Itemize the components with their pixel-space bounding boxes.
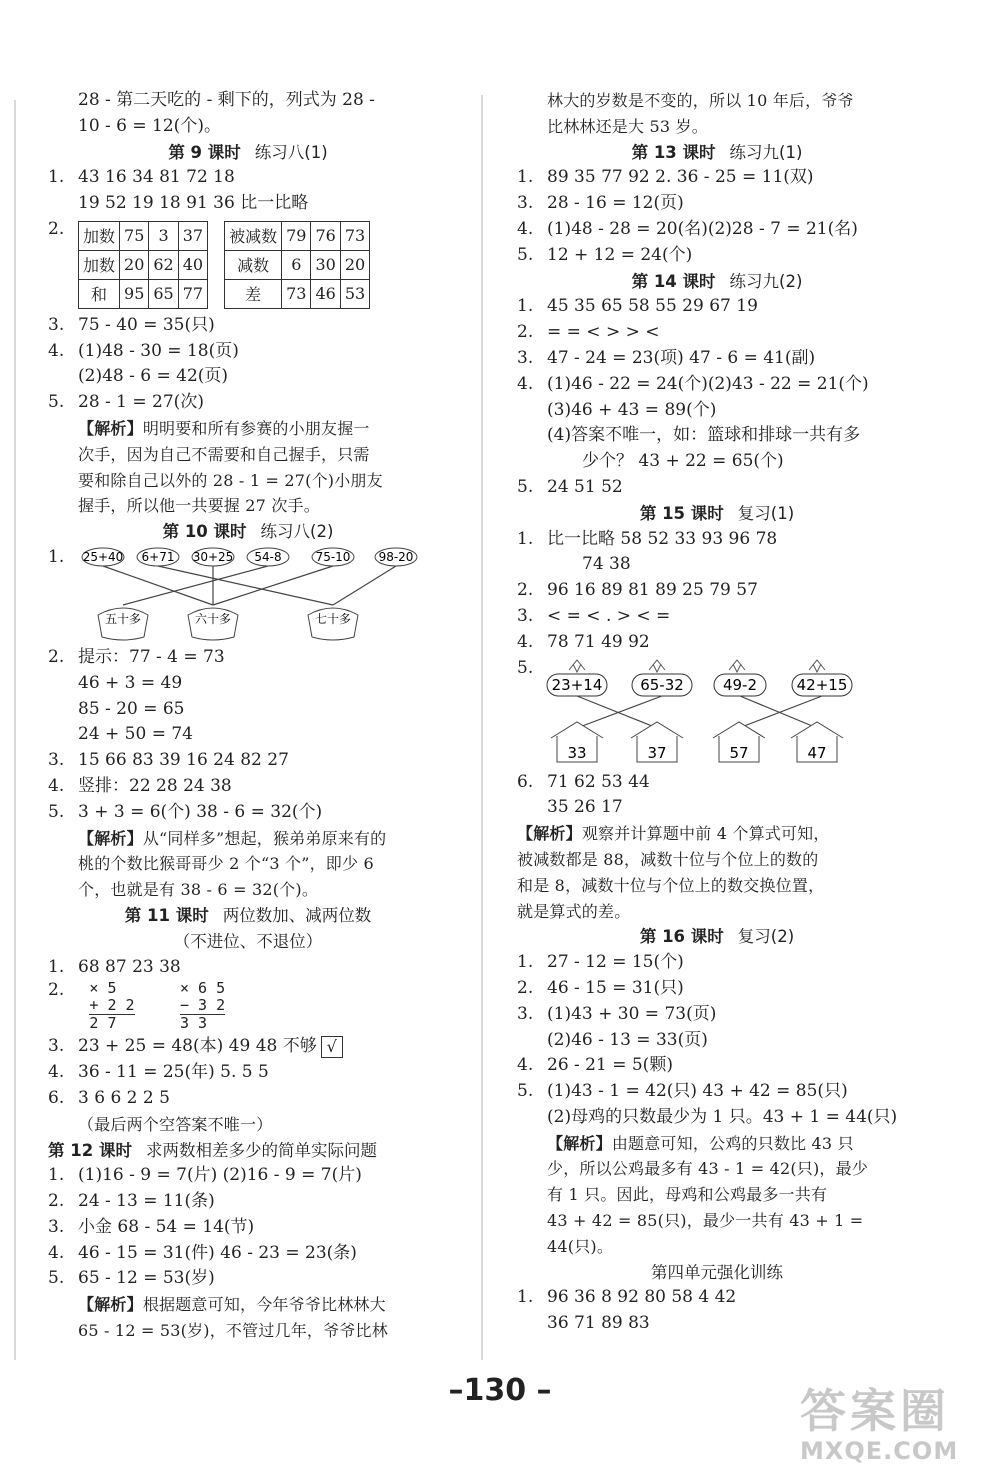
l15-q2: 2. 96 16 89 81 89 25 79 57 [517,580,758,601]
svg-text:54-8: 54-8 [254,549,282,564]
cloud-5 [312,548,354,566]
center-divider [481,95,483,1360]
l10-q2-line-1: 2. 提示：77 - 4 = 73 [48,646,225,667]
lesson-14-heading: 第 14 课时 练习九(2) [631,271,803,291]
l15-q6-line-1: 6. 71 62 53 44 [517,771,650,792]
l11-q2: 2. × 5 + 2 2 2 7 × 6 5 − 3 2 3 3 [48,979,226,1033]
house-4 [791,722,843,762]
page-number: –130 – [448,1373,552,1408]
cloud-2 [137,548,179,566]
l9-q2-number: 2. [48,218,65,239]
l9-analysis-line-1: 【解析】明明要和所有参赛的小朋友握一 [78,418,370,438]
svg-text:49-2: 49-2 [722,675,758,694]
l11-note: （最后两个空答案不唯一） [78,1114,273,1134]
cloud-6 [375,548,417,566]
l12-q1: 1. (1)16 - 9 = 7(片) (2)16 - 9 = 7(片) [48,1165,362,1186]
right-intro-line-1: 林大的岁数是不变的，所以 10 年后，爷爷 [547,91,854,110]
vertical-calc-1: × 5 + 2 2 2 7 [89,979,135,1033]
l10-q1-number: 1. [48,546,65,567]
l13-q1: 1. 89 35 77 92 2. 36 - 25 = 11(双) [517,167,814,188]
unit-4-heading: 第四单元强化训练 [651,1262,783,1282]
l10-q4: 4. 竖排：22 28 24 38 [48,775,232,796]
unit4-q1-line-2: 36 71 89 83 [547,1313,650,1334]
svg-text:30+25: 30+25 [192,549,234,564]
l13-q5: 5. 12 + 12 = 24(个) [517,244,693,265]
svg-text:6+71: 6+71 [141,549,175,564]
svg-text:65-32: 65-32 [640,675,684,694]
l16-analysis-line-3: 有 1 只。因此，母鸡和公鸡最多一共有 [547,1185,828,1205]
svg-text:42+15: 42+15 [796,675,848,694]
l15-analysis-line-4: 就是算式的差。 [517,901,631,921]
cloud-1 [82,548,124,566]
l15-q4: 4. 78 71 49 92 [517,631,650,652]
l14-q5: 5. 24 51 52 [517,476,623,497]
l14-q4-line-1: 4. (1)46 - 22 = 24(个)(2)43 - 22 = 21(个) [517,373,869,394]
lesson-16-heading: 第 16 课时 复习(2) [639,927,795,947]
lesson-9-heading: 第 9 课时 练习八(1) [168,142,328,162]
l15-analysis-line-3: 和是 8，减数十位与个位上的数交换位置， [517,875,825,895]
l11-q3: 3. 23 + 25 = 48(本) 49 48 不够 √ [48,1034,448,1060]
l16-q5-line-2: (2)母鸡的只数最少为 1 只。43 + 1 = 44(只) [547,1106,898,1127]
l9-analysis-line-2: 次手，因为自己不需要和自己握手，只需 [78,444,370,464]
l9-q4-line-1: 4. (1)48 - 30 = 18(页) [48,340,239,361]
l14-q2: 2. = = < > > < [517,322,660,343]
plant-icons [569,660,825,672]
l16-q5-line-1: 5. (1)43 - 1 = 42(只) 43 + 42 = 85(只) [517,1081,848,1102]
basket-2 [188,608,238,640]
l14-q4-line-4: 少个？ 43 + 22 = 65(个) [582,451,784,472]
l15-q3: 3. < = < . > < = [517,605,671,626]
svg-text:23+14: 23+14 [551,675,603,694]
svg-text:47: 47 [807,743,827,762]
l11-q4: 4. 36 - 11 = 25(年) 5. 5 5 [48,1062,269,1083]
l16-analysis-line-2: 少，所以公鸡最多有 43 - 1 = 42(只)，最少 [547,1159,869,1179]
intro-line-1: 28 - 第二天吃的 - 剩下的，列式为 28 - [78,90,375,110]
svg-text:七十多: 七十多 [314,611,352,626]
right-column [517,88,917,1337]
lesson-15-heading: 第 15 课时 复习(1) [639,503,795,523]
expr-4 [792,674,852,696]
l16-analysis-line-5: 44(只)。 [547,1236,614,1256]
l15-q5-matching [517,656,917,770]
l14-q1: 1. 45 35 65 58 55 29 67 19 [517,296,758,317]
l12-q3: 3. 小金 68 - 54 = 14(节) [48,1216,255,1237]
checkmark-icon: √ [321,1036,343,1058]
lesson-10-heading: 第 10 课时 练习八(2) [162,522,334,542]
l16-q3-line-1: 3. (1)43 + 30 = 73(页) [517,1003,717,1024]
intro-line-2: 10 - 6 = 12(个)。 [78,115,221,136]
l10-analysis-line-3: 个，也就是有 38 - 6 = 32(个)。 [78,880,319,900]
subtraction-table: 被减数 79 76 73 减数 6 30 20 差 73 46 53 [224,221,370,309]
l9-q4-line-2: (2)48 - 6 = 42(页) [78,366,229,387]
l16-q1: 1. 27 - 12 = 15(个) [517,952,684,973]
l11-q6: 6. 3 6 6 2 2 5 [48,1087,170,1108]
l12-q2: 2. 24 - 13 = 11(条) [48,1191,215,1212]
left-column [48,88,448,1344]
l10-q2-line-3: 85 - 20 = 65 [78,698,185,719]
lesson-13-heading: 第 13 课时 练习九(1) [631,142,803,162]
l12-analysis-line-1: 【解析】根据题意可知，今年爷爷比林林大 [78,1295,386,1315]
l15-q5-number: 5. [517,657,534,678]
l16-q3-line-2: (2)46 - 13 = 33(页) [547,1029,708,1050]
l9-q3: 3. 75 - 40 = 35(只) [48,314,215,335]
l12-q5: 5. 65 - 12 = 53(岁) [48,1268,215,1289]
svg-text:五十多: 五十多 [104,611,142,626]
l9-analysis-line-3: 要和除自己以外的 28 - 1 = 27(个)小朋友 [78,470,383,490]
l9-q5: 5. 28 - 1 = 27(次) [48,392,204,413]
l14-q4-line-2: (3)46 + 43 = 89(个) [547,399,717,420]
matching-lines [103,566,396,605]
l9-analysis-line-4: 握手，所以他一共要握 27 次手。 [78,496,320,516]
cloud-basket-diagram [48,545,448,645]
l15-q1-line-1: 1. 比一比略 58 52 33 93 96 78 [517,528,778,549]
l16-analysis-line-1: 【解析】由题意可知，公鸡的只数比 43 只 [547,1133,854,1153]
watermark-logo: 答案圈 MXQE.COM [800,1384,959,1465]
l10-analysis-line-2: 桃的个数比猴哥哥少 2 个“3 个”，即少 6 [78,854,374,874]
l10-q2-line-2: 46 + 3 = 49 [78,672,183,693]
l16-q4: 4. 26 - 21 = 5(颗) [517,1055,673,1076]
house-2 [631,722,683,762]
svg-text:75-10: 75-10 [315,549,351,564]
lesson-11-heading: 第 11 课时 两位数加、减两位数 [124,905,372,925]
svg-text:98-20: 98-20 [378,549,414,564]
l15-analysis-line-1: 【解析】观察并计算题中前 4 个算式可知， [517,824,830,844]
l11-q1: 1. 68 87 23 38 [48,956,181,977]
cloud-3 [192,548,234,566]
l10-q3: 3. 15 66 83 39 16 24 82 27 [48,750,289,771]
l9-q1-line-2: 19 52 19 18 91 36 比一比略 [78,193,309,214]
basket-1 [98,608,148,640]
l16-analysis-line-4: 43 + 42 = 85(只)，最少一共有 43 + 1 = [547,1211,864,1231]
l10-q5: 5. 3 + 3 = 6(个) 38 - 6 = 32(个) [48,801,323,822]
svg-text:33: 33 [567,743,587,762]
expr-2 [632,674,692,696]
l14-q4-line-3: (4)答案不唯一，如：篮球和排球一共有多 [547,425,861,446]
svg-text:37: 37 [647,743,667,762]
expression-house-diagram [517,656,917,770]
cloud-4 [247,548,289,566]
addition-table: 加数 75 3 37 加数 20 62 40 和 95 65 77 [78,221,208,309]
l14-q3: 3. 47 - 24 = 23(项) 47 - 6 = 41(副) [517,347,816,368]
svg-text:25+40: 25+40 [82,549,124,564]
l15-q1-line-2: 74 38 [582,554,631,575]
l10-q2-line-4: 24 + 50 = 74 [78,724,193,745]
vertical-calc-2: × 6 5 − 3 2 3 3 [179,979,226,1033]
svg-text:六十多: 六十多 [194,611,232,626]
unit4-q1-line-1: 1. 96 36 8 92 80 58 4 42 [517,1287,737,1308]
l10-analysis-line-1: 【解析】从“同样多”想起，猴弟弟原来有的 [78,828,387,848]
house-1 [551,722,603,762]
l13-q4: 4. (1)48 - 28 = 20(名)(2)28 - 7 = 21(名) [517,218,858,239]
svg-text:57: 57 [729,743,749,762]
l15-analysis-line-2: 被减数都是 88，减数十位与个位上的数的 [517,849,819,869]
l12-analysis-line-2: 65 - 12 = 53(岁)，不管过几年，爷爷比林 [78,1321,388,1341]
right-intro-line-2: 比林林还是大 53 岁。 [547,116,708,136]
expr-3 [714,674,766,696]
lesson-11-subheading: （不进位、不退位） [173,931,323,951]
l13-q3: 3. 28 - 16 = 12(页) [517,193,684,214]
l16-q2: 2. 46 - 15 = 31(只) [517,977,684,998]
lesson-12-heading: 第 12 课时 求两数相差多少的简单实际问题 [48,1140,377,1160]
basket-3 [308,608,358,640]
l12-q4: 4. 46 - 15 = 31(件) 46 - 23 = 23(条) [48,1242,357,1263]
l15-q6-line-2: 35 26 17 [547,797,623,818]
left-margin-rule [14,100,16,1360]
matching-lines-2 [577,696,822,728]
expr-1 [547,674,607,696]
house-3 [713,722,765,762]
l10-q1-matching [48,545,448,645]
l9-q1-line-1: 1. 43 16 34 81 72 18 [48,167,235,188]
